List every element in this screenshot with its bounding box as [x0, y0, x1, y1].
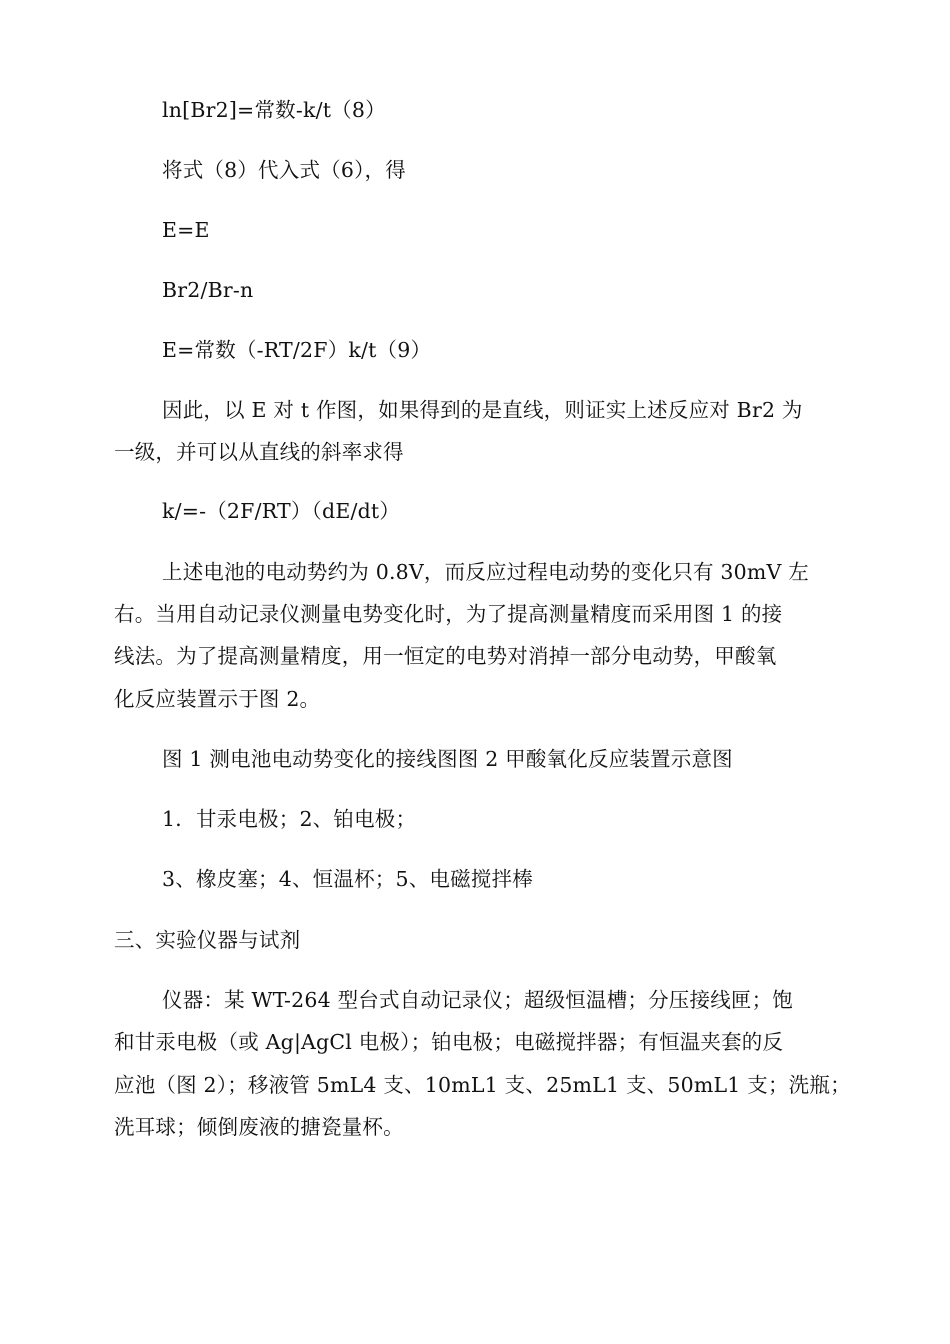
paragraph-line: 线法。为了提高测量精度，用一恒定的电势对消掉一部分电动势，甲酸氧: [114, 644, 777, 668]
substitution-text: 将式（8）代入式（6），得: [162, 158, 406, 182]
paragraph-line: 和甘汞电极（或 Ag|AgCl 电极）；铂电极；电磁搅拌器；有恒温夹套的反: [114, 1030, 784, 1054]
figure-caption: 图 1 测电池电动势变化的接线图图 2 甲酸氧化反应装置示意图: [162, 747, 733, 771]
paragraph-line: 应池（图 2）；移液管 5mL4 支、10mL1 支、25mL1 支、50mL1 支；洗瓶；: [114, 1073, 851, 1097]
paragraph-line: 因此，以 E 对 t 作图，如果得到的是直线，则证实上述反应对 Br2 为: [162, 398, 803, 422]
paragraph-line: 右。当用自动记录仪测量电势变化时，为了提高测量精度而采用图 1 的接: [114, 602, 783, 626]
formula-subscript: Br2/Br-n: [162, 278, 254, 302]
paragraph-line: 仪器：某 WT-264 型台式自动记录仪；超级恒温槽；分压接线匣；饱: [162, 988, 793, 1012]
paragraph-line: 一级，并可以从直线的斜率求得: [114, 440, 404, 464]
formula-9: E=常数（-RT/2F）k/t（9）: [162, 338, 432, 362]
paragraph-line: 洗耳球；倾倒废液的搪瓷量杯。: [114, 1115, 404, 1139]
formula-8: ln[Br2]=常数-k/t（8）: [162, 98, 386, 122]
section-heading: 三、实验仪器与试剂: [114, 928, 301, 952]
formula-k: k/=-（2F/RT）（dE/dt）: [162, 499, 401, 523]
paragraph-line: 化反应装置示于图 2。: [114, 687, 321, 711]
figure-legend-line: 1．甘汞电极；2、铂电极；: [162, 807, 417, 831]
paragraph-line: 上述电池的电动势约为 0.8V，而反应过程电动势的变化只有 30mV 左: [162, 560, 809, 584]
figure-legend-line: 3、橡皮塞；4、恒温杯；5、电磁搅拌棒: [162, 867, 533, 891]
formula-e: E=E: [162, 218, 210, 242]
